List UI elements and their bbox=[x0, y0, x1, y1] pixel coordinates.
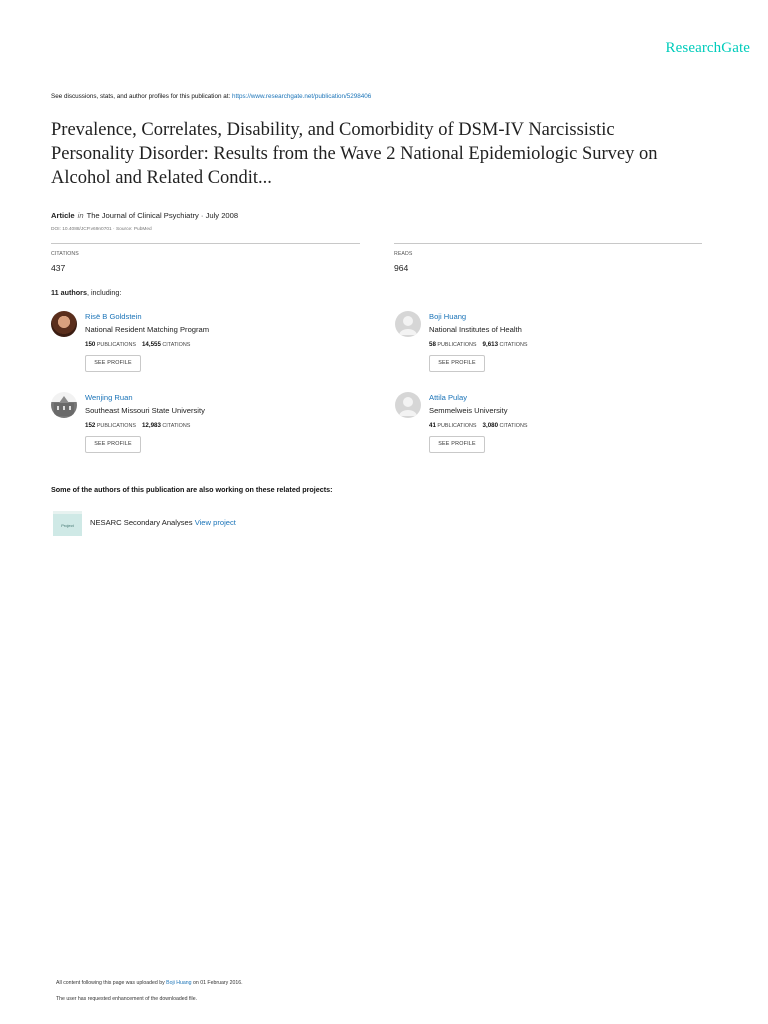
author-institution: National Resident Matching Program bbox=[85, 325, 210, 334]
upload-note bbox=[56, 980, 243, 986]
avatar[interactable] bbox=[395, 392, 421, 418]
discussion-text: See discussions, stats, and author profiles for this publication at: bbox=[51, 93, 232, 100]
project-thumb-label: Project bbox=[61, 523, 74, 528]
citations-count: 437 bbox=[51, 263, 66, 273]
divider bbox=[394, 243, 702, 244]
see-profile-button[interactable]: SEE PROFILE bbox=[429, 436, 485, 453]
authors-heading bbox=[51, 288, 121, 297]
in-label: in bbox=[77, 211, 84, 220]
divider bbox=[51, 243, 360, 244]
author-stats bbox=[85, 422, 190, 429]
publications-label: PUBLICATIONS bbox=[96, 342, 136, 348]
project-name: NESARC Secondary Analyses bbox=[90, 518, 195, 527]
citations-label: CITATIONS bbox=[162, 342, 191, 348]
authors-suffix: , including: bbox=[86, 288, 122, 297]
author-institution: Southeast Missouri State University bbox=[85, 406, 205, 415]
author-card bbox=[51, 311, 371, 381]
publication-title bbox=[51, 118, 751, 190]
project-thumbnail[interactable] bbox=[53, 511, 82, 536]
reads-label: READS bbox=[394, 251, 413, 257]
default-avatar-icon bbox=[395, 311, 421, 337]
project-line bbox=[90, 518, 236, 527]
publications-label: PUBLICATIONS bbox=[96, 423, 136, 429]
citations-count: 3,080 bbox=[482, 422, 499, 429]
author-card bbox=[395, 311, 715, 381]
author-card bbox=[51, 392, 371, 462]
doi-line: DOI: 10.4088/JCP.v69n0701 · Source: PubMed bbox=[51, 227, 152, 232]
citations-label: CITATIONS bbox=[499, 423, 528, 429]
uploader-link[interactable]: Boji Huang bbox=[166, 980, 192, 986]
publications-count: 41 bbox=[429, 422, 436, 429]
default-avatar-icon bbox=[395, 392, 421, 418]
see-profile-button[interactable]: SEE PROFILE bbox=[85, 436, 141, 453]
author-stats bbox=[429, 422, 527, 429]
title-line: Personality Disorder: Results from the Wave 2 National Epidemiologic Survey on bbox=[51, 144, 658, 164]
author-name-link[interactable]: Wenjing Ruan bbox=[85, 393, 133, 402]
author-name-link[interactable]: Attila Pulay bbox=[429, 393, 467, 402]
publications-count: 152 bbox=[85, 422, 96, 429]
author-name-link[interactable]: Risë B Goldstein bbox=[85, 312, 142, 321]
reads-count: 964 bbox=[394, 263, 409, 273]
citations-count: 14,555 bbox=[141, 341, 161, 348]
citations-label: CITATIONS bbox=[499, 342, 528, 348]
author-institution: Semmelweis University bbox=[429, 406, 508, 415]
avatar[interactable] bbox=[51, 392, 77, 418]
title-line: Prevalence, Correlates, Disability, and Comorbidity of DSM-IV Narcissistic bbox=[51, 120, 615, 140]
citations-label: CITATIONS bbox=[162, 423, 191, 429]
citations-label: CITATIONS bbox=[51, 251, 79, 257]
publications-count: 150 bbox=[85, 341, 96, 348]
citations-count: 9,613 bbox=[482, 341, 499, 348]
researchgate-logo[interactable]: ResearchGate bbox=[665, 40, 750, 56]
see-profile-button[interactable]: SEE PROFILE bbox=[429, 355, 485, 372]
enhancement-note: The user has requested enhancement of the downloaded file. bbox=[56, 996, 198, 1002]
authors-count: 11 authors bbox=[51, 288, 87, 297]
publication-url-link[interactable]: https://www.researchgate.net/publication/5298406 bbox=[231, 93, 372, 100]
publications-label: PUBLICATIONS bbox=[437, 342, 477, 348]
author-card bbox=[395, 392, 715, 462]
article-type: Article bbox=[51, 211, 75, 220]
article-meta bbox=[51, 211, 238, 220]
upload-prefix: All content following this page was uploaded by bbox=[56, 980, 167, 986]
author-institution: National Institutes of Health bbox=[429, 325, 522, 334]
see-profile-button[interactable]: SEE PROFILE bbox=[85, 355, 141, 372]
author-stats bbox=[429, 341, 527, 348]
discussion-line bbox=[51, 93, 371, 100]
avatar[interactable] bbox=[51, 311, 77, 337]
journal-date: The Journal of Clinical Psychiatry · July 2008 bbox=[86, 211, 239, 220]
author-stats bbox=[85, 341, 190, 348]
publications-count: 58 bbox=[429, 341, 436, 348]
citations-count: 12,983 bbox=[141, 422, 161, 429]
building-photo-icon bbox=[51, 392, 77, 418]
author-name-link[interactable]: Boji Huang bbox=[429, 312, 467, 321]
view-project-link[interactable]: View project bbox=[194, 518, 236, 527]
upload-suffix: on 01 February 2016. bbox=[191, 980, 243, 986]
title-line: Alcohol and Related Condit... bbox=[51, 168, 272, 188]
projects-heading: Some of the authors of this publication are also working on these related projects: bbox=[51, 485, 333, 494]
publications-label: PUBLICATIONS bbox=[437, 423, 477, 429]
avatar[interactable] bbox=[395, 311, 421, 337]
